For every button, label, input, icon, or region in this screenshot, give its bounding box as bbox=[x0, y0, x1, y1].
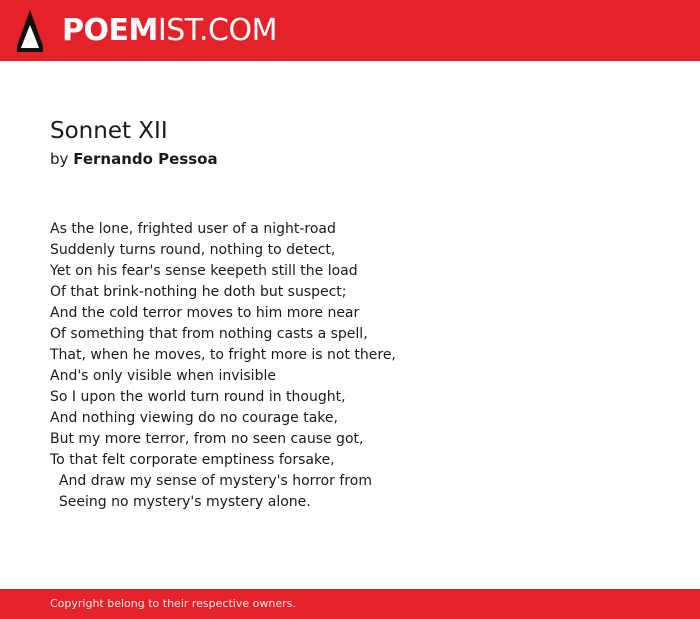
site-header bbox=[0, 0, 700, 61]
poem-line: Seeing no mystery's mystery alone. bbox=[50, 494, 311, 510]
poem-line: To that felt corporate emptiness forsake, bbox=[50, 452, 335, 468]
poem-line: Yet on his fear's sense keepeth still the load bbox=[50, 263, 358, 279]
poem-line: And nothing viewing do no courage take, bbox=[50, 410, 338, 426]
poem-line: So I upon the world turn round in thought, bbox=[50, 389, 346, 405]
poem-title: Sonnet XII bbox=[50, 118, 168, 144]
site-logo-text bbox=[62, 13, 277, 48]
poem-line: Of that brink-nothing he doth but suspect; bbox=[50, 284, 347, 300]
poem-author: Fernando Pessoa bbox=[73, 150, 218, 168]
site-logo-link[interactable] bbox=[16, 8, 277, 54]
poem-line: That, when he moves, to fright more is not there, bbox=[50, 347, 396, 363]
poem-body bbox=[50, 219, 396, 513]
logo-text-light: IST.COM bbox=[157, 13, 277, 48]
poem-line: And the cold terror moves to him more near bbox=[50, 305, 360, 321]
poem-line: And draw my sense of mystery's horror from bbox=[50, 473, 372, 489]
poem-line: As the lone, frighted user of a night-road bbox=[50, 221, 336, 237]
logo-text-bold: POEM bbox=[62, 13, 158, 48]
poem-line: Of something that from nothing casts a spell, bbox=[50, 326, 368, 342]
by-label: by bbox=[50, 150, 69, 168]
poem-line: And's only visible when invisible bbox=[50, 368, 276, 384]
poem-line: Suddenly turns round, nothing to detect, bbox=[50, 242, 336, 258]
poem-line: But my more terror, from no seen cause got, bbox=[50, 431, 364, 447]
copyright-text: Copyright belong to their respective owners. bbox=[50, 597, 296, 610]
site-footer bbox=[0, 589, 700, 619]
poem-byline bbox=[50, 149, 218, 169]
pencil-tip-icon bbox=[16, 9, 44, 53]
